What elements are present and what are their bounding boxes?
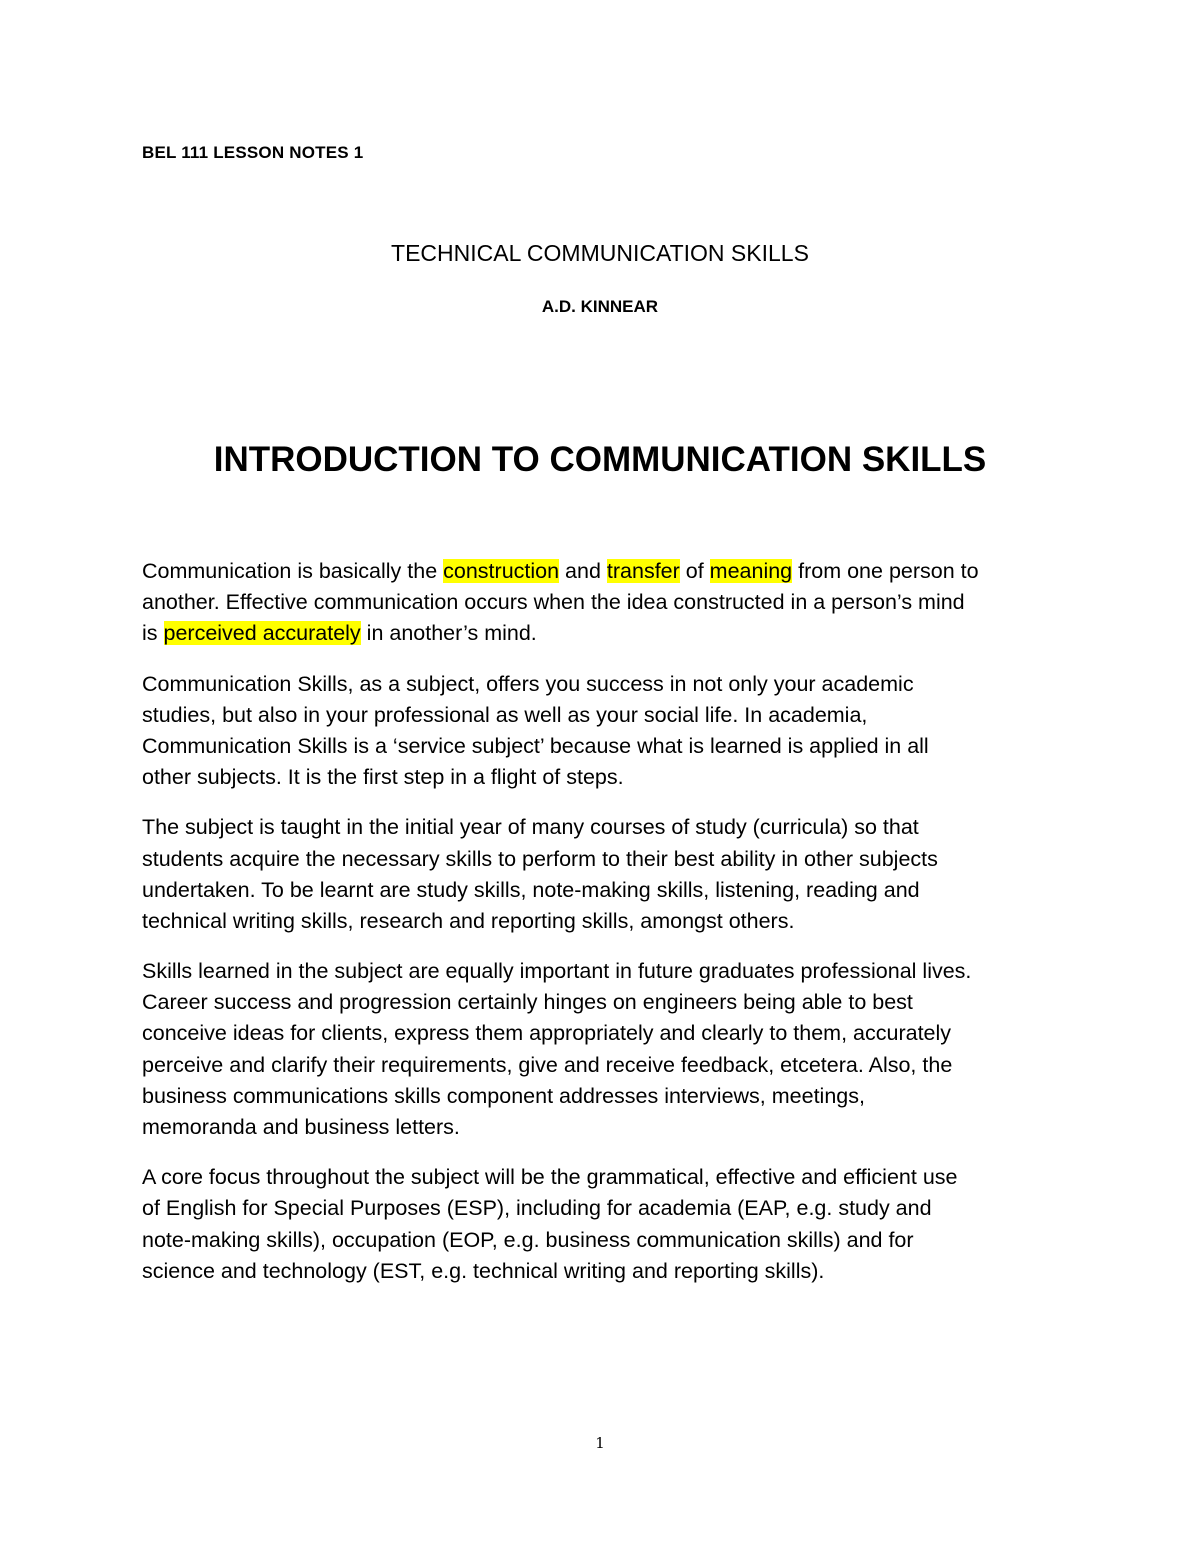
text-segment: is bbox=[142, 621, 164, 646]
body-text bbox=[142, 556, 1072, 1306]
text-segment: business communications skills component addresses interviews, meetings, bbox=[142, 1083, 865, 1108]
author-name: A.D. KINNEAR bbox=[541, 297, 659, 316]
text-line bbox=[142, 1018, 1072, 1049]
paragraph bbox=[142, 669, 1072, 794]
text-line bbox=[142, 844, 1072, 875]
text-segment: other subjects. It is the first step in a flight of steps. bbox=[142, 765, 624, 790]
text-line bbox=[142, 731, 1072, 762]
highlighted-term: meaning bbox=[709, 559, 793, 583]
page-number: 1 bbox=[595, 1434, 605, 1452]
text-line bbox=[142, 700, 1072, 731]
text-line bbox=[142, 669, 1072, 700]
text-segment: undertaken. To be learnt are study skills, note-making skills, listening, reading and bbox=[142, 877, 920, 902]
text-segment: Communication Skills, as a subject, offers you success in not only your academic bbox=[142, 671, 914, 696]
paragraph bbox=[142, 1162, 1072, 1287]
text-segment: perceive and clarify their requirements, give and receive feedback, etcetera. Also, the bbox=[142, 1052, 953, 1077]
text-line bbox=[142, 1193, 1072, 1224]
text-line bbox=[142, 906, 1072, 937]
text-segment: technical writing skills, research and reporting skills, amongst others. bbox=[142, 908, 795, 933]
text-line bbox=[142, 618, 1072, 649]
highlighted-term: perceived accurately bbox=[163, 621, 361, 646]
text-segment: Communication Skills is a ‘service subject’ because what is learned is applied in all bbox=[142, 733, 929, 758]
text-line bbox=[142, 1256, 1072, 1287]
text-segment: Career success and progression certainly hinges on engineers being able to best bbox=[142, 990, 913, 1015]
paragraph bbox=[142, 812, 1072, 937]
paragraph bbox=[142, 956, 1072, 1143]
text-segment: students acquire the necessary skills to perform to their best ability in other subjects bbox=[142, 846, 938, 871]
text-segment: The subject is taught in the initial year of many courses of study (curricula) so that bbox=[142, 815, 919, 840]
highlighted-term: transfer bbox=[606, 559, 680, 583]
text-line bbox=[142, 1225, 1072, 1256]
text-segment: conceive ideas for clients, express them appropriately and clearly to them, accurately bbox=[142, 1021, 952, 1046]
text-segment: Skills learned in the subject are equally important in future graduates professional lives. bbox=[142, 959, 972, 984]
section-heading: INTRODUCTION TO COMMUNICATION SKILLS bbox=[213, 440, 987, 479]
text-line bbox=[142, 956, 1072, 987]
text-line bbox=[142, 1081, 1072, 1112]
text-segment: of English for Special Purposes (ESP), including for academia (EAP, e.g. study and bbox=[142, 1196, 932, 1221]
text-line bbox=[142, 812, 1072, 843]
paragraph bbox=[142, 556, 1072, 650]
text-segment: memoranda and business letters. bbox=[142, 1115, 460, 1139]
text-line bbox=[142, 587, 1072, 618]
text-line bbox=[142, 762, 1072, 793]
text-line bbox=[142, 1112, 1072, 1143]
text-segment: studies, but also in your professional as well as your social life. In academia, bbox=[142, 702, 868, 727]
text-segment: of bbox=[679, 559, 710, 583]
text-line bbox=[142, 1162, 1072, 1193]
lesson-code-header: BEL 111 LESSON NOTES 1 bbox=[142, 143, 364, 162]
text-segment: A core focus throughout the subject will be the grammatical, effective and efficient use bbox=[142, 1165, 958, 1190]
text-segment: Communication is basically the bbox=[142, 559, 444, 583]
text-segment: science and technology (EST, e.g. technical writing and reporting skills). bbox=[142, 1258, 825, 1283]
text-line bbox=[142, 556, 1072, 587]
text-segment: in another’s mind. bbox=[360, 621, 537, 646]
text-line bbox=[142, 1050, 1072, 1081]
course-title: TECHNICAL COMMUNICATION SKILLS bbox=[391, 240, 809, 266]
text-segment: from one person to bbox=[792, 559, 979, 583]
text-segment: and bbox=[559, 559, 607, 583]
text-line bbox=[142, 987, 1072, 1018]
text-line bbox=[142, 875, 1072, 906]
highlighted-term: construction bbox=[443, 559, 560, 583]
text-segment: note-making skills), occupation (EOP, e.g. business communication skills) and for bbox=[142, 1227, 914, 1252]
text-segment: another. Effective communication occurs when the idea constructed in a person’s mind bbox=[142, 590, 965, 615]
